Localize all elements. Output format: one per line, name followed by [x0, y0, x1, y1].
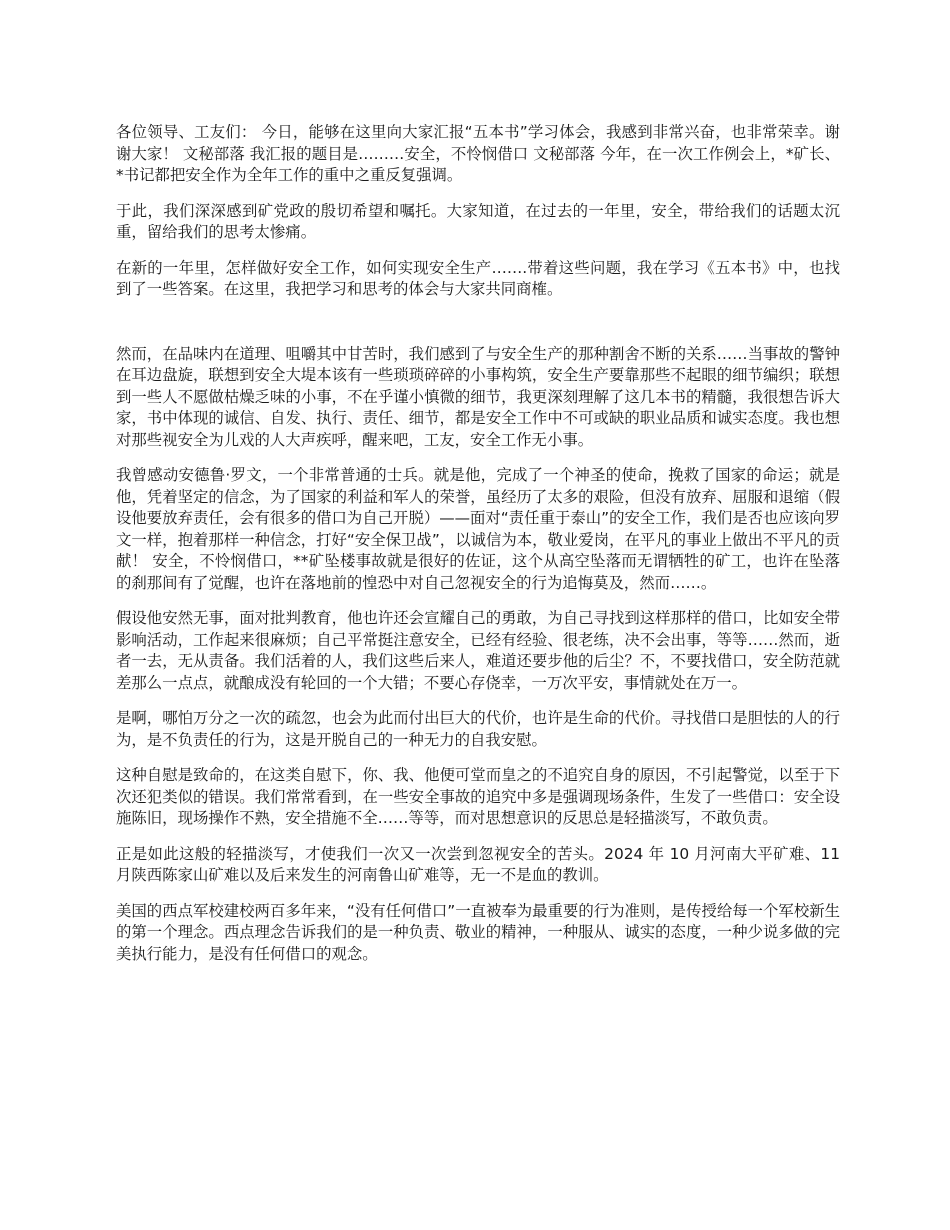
paragraph-negligence: 是啊，哪怕万分之一次的疏忽，也会为此而付出巨大的代价，也许是生命的代价。寻找借口是胆怯的人的行为，是不负责任的行为，这是开脱自己的一种无力的自我安慰。 [116, 709, 840, 749]
paragraph-new-year: 在新的一年里，怎样做好安全工作，如何实现安全生产…….带着这些问题，我在学习《五本书》中，也找到了一些答案。在这里，我把学习和思考的体会与大家共同商榷。 [116, 258, 840, 298]
paragraph-rowan: 我曾感动安德鲁·罗文，一个非常普通的士兵。就是他，完成了一个神圣的使命，挽救了国家的命运；就是他，凭着坚定的信念，为了国家的利益和军人的荣誉，虽经历了太多的艰险，但没有放弃、屈服和退缩（假设他要放弃责任，会有很多的借口为自己开脱）——面对“责任重于泰山”的安全工作，我们是否也应该向罗文一样，抱着那样一种信念，打好“安全保卫战”，以诚信为本，敬业爱岗，在平凡的事业上做出不平凡的贡献！ 安全，不怜悯借口，**矿坠楼事故就是很好的佐证，这个从高空坠落而无谓牺牲的矿工，也许在坠落的刹那间有了觉醒，也许在落地前的惶恐中对自己忽视安全的行为追悔莫及，然而……。 [116, 466, 840, 592]
paragraph-west-point: 美国的西点军校建校两百多年来，“没有任何借口”一直被奉为最重要的行为准则，是传授给每一个军校新生的第一个理念。西点理念告诉我们的是一种负责、敬业的精神，一种服从、诚实的态度，一种少说多做的完美执行能力，是没有任何借口的观念。 [116, 901, 840, 963]
paragraph-greeting: 各位领导、工友们： 今日，能够在这里向大家汇报“五本书”学习体会，我感到非常兴奋，也非常荣幸。谢谢大家！ 文秘部落 我汇报的题目是………安全，不怜悯借口 文秘部落 今年，在一次工作例会上，*矿长、*书记都把安全作为全年工作的重中之重反复强调。 [116, 123, 840, 184]
section-gap [116, 315, 840, 344]
paragraph-hope: 于此，我们深深感到矿党政的殷切希望和嘱托。大家知道，在过去的一年里，安全，带给我们的话题太沉重，留给我们的思考太惨痛。 [116, 201, 840, 241]
paragraph-lessons: 正是如此这般的轻描淡写，才使我们一次又一次尝到忽视安全的苦头。2024 年 10 月河南大平矿难、11 月陕西陈家山矿难以及后来发生的河南鲁山矿难等，无一不是血的教训。 [116, 844, 840, 884]
paragraph-excuses: 假设他安然无事，面对批判教育，他也许还会宣耀自己的勇敢，为自己寻找到这样那样的借口，比如安全带影响活动，工作起来很麻烦；自己平常挺注意安全，已经有经验、很老练，决不会出事，等等……然而，逝者一去，无从责备。我们活着的人，我们这些后来人，难道还要步他的后尘？不，不要找借口，安全防范就差那么一点点，就酿成没有轮回的一个大错；不要心存侥幸，一万次平安，事情就处在万一。 [116, 609, 840, 692]
paragraph-reflection: 然而，在品味内在道理、咀嚼其中甘苦时，我们感到了与安全生产的那种割舍不断的关系……当事故的警钟在耳边盘旋，联想到安全大堤本该有一些琐琐碎碎的小事构筑，安全生产要靠那些不起眼的细节编织；联想到一些人不愿做枯燥乏味的小事，不在乎谨小慎微的细节，我更深刻理解了这几本书的精髓，我很想告诉大家，书中体现的诚信、自发、执行、责任、细节，都是安全工作中不可或缺的职业品质和诚实态度。我也想对那些视安全为儿戏的人大声疾呼，醒来吧，工友，安全工作无小事。 [116, 344, 840, 449]
document-body [116, 122, 840, 979]
paragraph-self-comfort: 这种自慰是致命的，在这类自慰下，你、我、他便可堂而皇之的不追究自身的原因，不引起警觉，以至于下次还犯类似的错误。我们常常看到，在一些安全事故的追究中多是强调现场条件，生发了一些借口：安全设施陈旧，现场操作不熟，安全措施不全……等等，而对思想意识的反思总是轻描淡写，不敢负责。 [116, 766, 840, 827]
